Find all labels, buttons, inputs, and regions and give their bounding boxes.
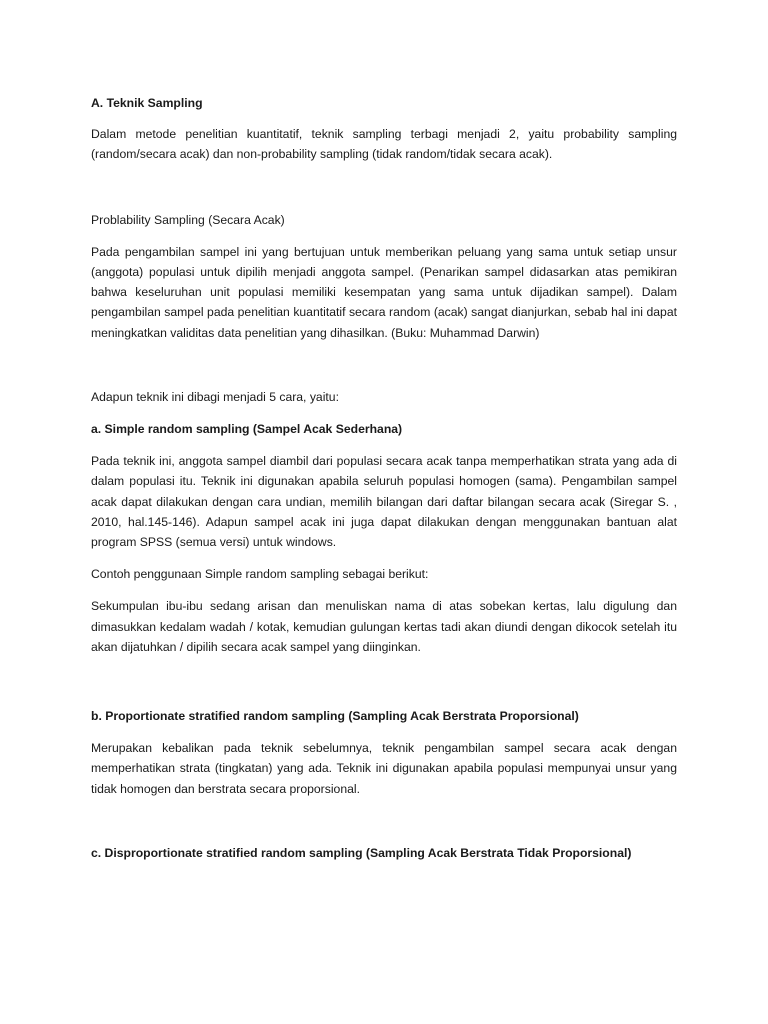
example-paragraph: Sekumpulan ibu-ibu sedang arisan dan menuliskan nama di atas sobekan kertas, lalu digulung dan dimasukkan kedalam wadah / kotak, kemudian gulungan kertas tadi akan diundi dengan dikocok setelah itu akan dijatuhkan / dipilih secara acak sampel yang diinginkan.: [91, 599, 677, 654]
subsection-b-title: b. Proportionate stratified random sampling (Sampling Acak Berstrata Proporsional): [91, 709, 579, 724]
subsection-a-title: a. Simple random sampling (Sampel Acak Sederhana): [91, 422, 403, 437]
subsection-a-paragraph: Pada teknik ini, anggota sampel diambil dari populasi secara acak tanpa memperhatikan strata yang ada di dalam populasi itu. Teknik ini digunakan apabila seluruh populasi homogen (sama). Pengambilan sampel acak dapat dilakukan dengan cara undian, memilih bilangan dari daftar bilangan secara acak (Siregar S. , 2010, hal.145-146). Adapun sampel acak ini juga dapat dilakukan dengan menggunakan bantuan alat program SPSS (semua versi) untuk windows.: [91, 454, 677, 550]
subsection-c-title: c. Disproportionate stratified random sampling (Sampling Acak Berstrata Tidak Proporsional): [91, 845, 632, 860]
example-intro: Contoh penggunaan Simple random sampling sebagai berikut:: [91, 567, 429, 582]
document-body: [91, 93, 677, 863]
section-heading: A. Teknik Sampling: [91, 96, 203, 110]
probability-sampling-title: Problability Sampling (Secara Acak): [91, 212, 285, 227]
probability-sampling-paragraph: Pada pengambilan sampel ini yang bertujuan untuk memberikan peluang yang sama untuk setiap unsur (anggota) populasi untuk dipilih menjadi anggota sampel. (Penarikan sampel didasarkan atas pemikiran bahwa keseluruhan unit populasi memiliki kesempatan yang sama untuk dijadikan sampel). Dalam pengambilan sampel pada penelitian kuantitatif secara random (acak) sangat dianjurkan, sebab hal ini dapat meningkatkan validitas data penelitian yang dihasilkan. (Buku: Muhammad Darwin): [91, 244, 677, 340]
division-intro: Adapun teknik ini dibagi menjadi 5 cara, yaitu:: [91, 389, 339, 404]
intro-paragraph: Dalam metode penelitian kuantitatif, teknik sampling terbagi menjadi 2, yaitu probability sampling (random/secara acak) dan non-probability sampling (tidak random/tidak secara acak).: [91, 127, 677, 162]
subsection-b-paragraph: Merupakan kebalikan pada teknik sebelumnya, teknik pengambilan sampel secara acak dengan memperhatikan strata (tingkatan) yang ada. Teknik ini digunakan apabila populasi mempunyai unsur yang tidak homogen dan berstrata secara proporsional.: [91, 741, 677, 796]
